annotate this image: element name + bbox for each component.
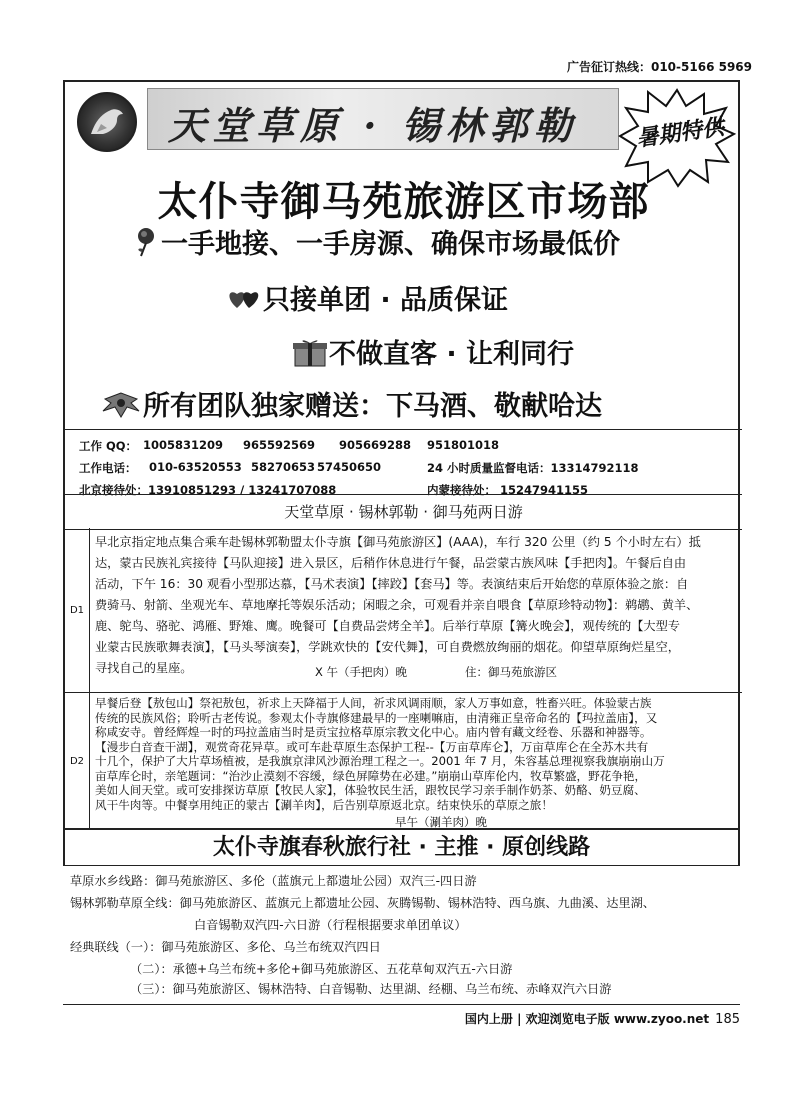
- page-number: 185: [715, 1012, 740, 1027]
- qq-label: 工作 QQ：: [79, 439, 138, 453]
- day-1-stay: 住：御马苑旅游区: [465, 665, 557, 679]
- qq-number: 1005831209: [143, 438, 224, 452]
- beijing-office: 北京接待处：13910851293 / 13241707088: [79, 483, 337, 497]
- route-item: 草原水乡线路：御马苑旅游区、多伦（蓝旗元上都遗址公园）双汽三-四日游: [70, 874, 477, 888]
- day-2: [65, 692, 742, 830]
- slogan-4: 所有团队独家赠送：下马酒、敬献哈达: [101, 384, 602, 426]
- day-2-meal: 早午（涮羊肉）晚: [395, 815, 487, 829]
- banner: [77, 88, 637, 150]
- day-1-text: 早北京指定地点集合乘车赴锡林郭勒盟太仆寺旗【御马苑旅游区】(AAA)，车行 320 公里（约 5 个小时左右）抵 达，蒙古民族礼宾接待【马队迎接】进入景区，后稍作休息进行午餐，品尝蒙古族风味【手把肉】。午餐后自由 活动，下午 16：30 观看小型那达慕，【马术表演】【摔跤】【套马】等。表演结束后开始您的草原体验之旅：自 费骑马、射箭、坐观光车、草地摩托等娱乐活动；闲暇之余，可观看并亲自喂食【草原珍特动物】：鹈鹕、黄羊、 鹿、鸵鸟、骆驼、鸿雁、野雉、鹰。晚餐可【自费品尝烤全羊】。后举行草原【篝火晚会】，观传统的【大型专 业蒙古民族歌舞表演】，【马头琴演奏】，学跳欢快的【安代舞】，可自费燃放绚丽的烟花。仰望草原绚烂星空， 寻找自己的星座。: [95, 535, 701, 675]
- route-item: （二）：承德+乌兰布统+多伦+御马苑旅游区、五花草甸双汽五-六日游: [130, 962, 513, 976]
- slogan-2: 只接单团 · 品质保证: [227, 278, 508, 317]
- rose-icon: [133, 227, 159, 264]
- logo-emblem: [77, 92, 137, 152]
- gift-icon: [293, 337, 327, 374]
- day-label: D1: [65, 528, 90, 692]
- hearts-icon: [227, 286, 261, 317]
- calligraphy-banner: [147, 88, 619, 150]
- footer-divider: [63, 1004, 740, 1005]
- phone-number: 57450650: [317, 460, 382, 474]
- contact-block: [65, 429, 742, 497]
- badge-text: 暑期特供: [634, 114, 726, 152]
- qq-number: 951801018: [427, 438, 500, 452]
- day-2-text: 早餐后登【敖包山】祭祀敖包，祈求上天降福于人间，祈求风调雨顺，家人万事如意，牲畜兴旺。体验蒙古族 传统的民族风俗；聆听古老传说。参观太仆寺旗修建最早的一座喇嘛庙，由清雍正皇帝命名的【玛拉盖庙】，又 称咸安寺。曾经辉煌一时的玛拉盖庙当时是贡宝拉格草原宗教文化中心。庙内曾有藏文经卷、乐器和神器等。 【漫步白音查干湖】，观赏奇花异草。或可车赴草原生态保护工程--【万亩草库仑】，万亩草库仑在全苏木共有 十几个，保护了大片草场植被，是我旗京津风沙源治理工程之一。2001 年 7 月，朱容基总理视察我旗崩崩山万 亩草库仑时，亲笔题词：“治沙止漠刻不容缓，绿色屏障势在必建。”崩崩山草库伦内，牧草繁盛，野花争艳， 美如人间天堂。或可安排探访草原【牧民人家】，体验牧民生活，跟牧民学习亲手制作奶茶、奶酪、奶豆腐、 风干牛肉等。中餐享用纯正的蒙古【涮羊肉】，后告别草原返北京。结束快乐的草原之旅！: [95, 696, 665, 812]
- slogan-1: 一手地接、一手房源、确保市场最低价: [133, 222, 620, 264]
- supervise-phone: 24 小时质量监督电话：13314792118: [427, 461, 639, 475]
- route-item: 白音锡勒双汽四-六日游（行程根据要求单团单议）: [194, 918, 467, 932]
- day-label: D2: [65, 692, 90, 830]
- neimeng-office: 内蒙接待处： 15247941155: [427, 483, 589, 497]
- route-item: 锡林郭勒草原全线：御马苑旅游区、蓝旗元上都遗址公园、灰腾锡勒、锡林浩特、西乌旗、九曲溪、达里湖、: [70, 896, 655, 910]
- day-1: [65, 528, 742, 693]
- calligraphy-text: 天堂草原 · 锡林郭勒: [168, 103, 578, 148]
- route-item: 经典联线（一）：御马苑旅游区、多伦、乌兰布统双汽四日: [70, 940, 381, 954]
- qq-number: 965592569: [243, 438, 316, 452]
- phone-number: 58270653: [251, 460, 316, 474]
- footer: [465, 1010, 740, 1027]
- ad-hotline: 广告征订热线：010-5166 5969: [566, 60, 752, 74]
- phone-label: 工作电话：: [79, 461, 137, 475]
- footer-text: 国内上册 | 欢迎浏览电子版 www.zyoo.net: [464, 1012, 710, 1026]
- page-title: 太仆寺御马苑旅游区市场部: [157, 179, 650, 225]
- phone-number: 010-63520553: [149, 460, 242, 474]
- qq-number: 905669288: [339, 438, 412, 452]
- section-title-routes: 太仆寺旗春秋旅行社 · 主推 · 原创线路: [63, 830, 740, 866]
- ribbon-icon: [101, 389, 141, 426]
- slogan-3: 不做直客 · 让利同行: [293, 332, 574, 374]
- ad-frame: [63, 80, 740, 830]
- day-1-meal: X 午（手把肉）晚: [315, 665, 408, 679]
- route-item: （三）：御马苑旅游区、锡林浩特、白音锡勒、达里湖、经棚、乌兰布统、赤峰双汽六日游: [130, 982, 612, 996]
- section-title-two-day: 天堂草原 · 锡林郭勒 · 御马苑两日游: [65, 494, 742, 530]
- horse-icon: [87, 104, 127, 140]
